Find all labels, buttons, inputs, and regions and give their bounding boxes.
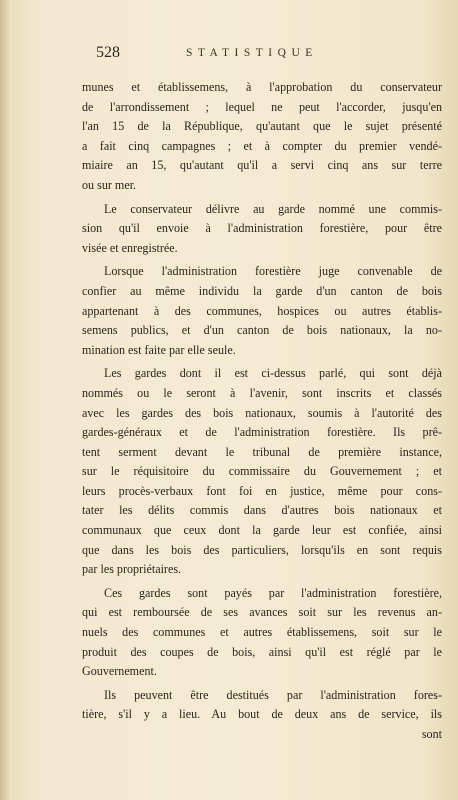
- text-line: de l'arrondissement ; lequel ne peut l'accorder, jusqu'en: [82, 99, 442, 114]
- text-line: tière, s'il y a lieu. Au bout de deux ans de service, ils: [82, 707, 442, 722]
- text-line: Gouvernement.: [82, 664, 157, 679]
- text-line: Lorsque l'administration forestière juge convenable de: [104, 264, 442, 279]
- text-body: [82, 78, 442, 749]
- text-line: appartenant à des communes, hospices ou autres établis-: [82, 303, 442, 318]
- text-line: communaux que ceux dont la garde leur est confiée, ainsi: [82, 523, 442, 538]
- paragraph: [82, 262, 442, 360]
- text-line: Le conservateur délivre au garde nommé une commis-: [104, 201, 442, 216]
- text-line: produit des coupes de bois, ainsi qu'il est réglé par le: [82, 644, 442, 659]
- text-line: semens publics, et d'un canton de bois nationaux, la no-: [82, 323, 442, 338]
- text-line: gardes-généraux et de l'administration forestière. Ils prê-: [82, 425, 442, 440]
- text-line: nommés ou le seront à l'avenir, sont inscrits et classés: [82, 385, 442, 400]
- text-line: nuels des communes et autres établissemens, soit sur le: [82, 625, 442, 640]
- paragraph: [82, 78, 442, 196]
- text-line: miaire an 15, qu'autant qu'il a servi cinq ans sur terre: [82, 158, 442, 173]
- paragraph: [82, 364, 442, 580]
- text-line: sur le réquisitoire du commissaire du Gouvernement ; et: [82, 464, 442, 479]
- text-line: Les gardes dont il est ci-dessus parlé, qui sont déjà: [104, 366, 442, 381]
- paragraph: [82, 200, 442, 259]
- text-line: tater les délits commis dans d'autres bois nationaux et: [82, 503, 442, 518]
- text-line: a fait cinq campagnes ; et à compter du premier vendé-: [82, 138, 442, 153]
- text-line: tent serment devant le tribunal de première instance,: [82, 444, 442, 459]
- text-line: munes et établissemens, à l'approbation du conservateur: [82, 80, 442, 94]
- running-title: STATISTIQUE: [186, 47, 318, 59]
- text-line: ou sur mer.: [82, 177, 137, 192]
- text-line: que dans les bois des particuliers, lorsqu'ils en sont requis: [82, 542, 442, 557]
- text-line: Ils peuvent être destitués par l'administration fores-: [104, 687, 442, 702]
- text-line: leurs procès-verbaux font foi en justice, même pour cons-: [82, 483, 442, 498]
- text-line: l'an 15 de la République, qu'autant que le sujet présenté: [82, 119, 442, 134]
- text-line: visée et enregistrée.: [82, 240, 178, 255]
- page-gutter-shadow: [0, 0, 10, 800]
- page-number: 528: [96, 44, 120, 61]
- text-line: mination est faite par elle seule.: [82, 342, 236, 357]
- paragraph: [82, 584, 442, 682]
- text-line: par les propriétaires.: [82, 562, 182, 577]
- text-line: avec les gardes des bois nationaux, soumis à l'autorité des: [82, 405, 442, 420]
- text-line: sion qu'il envoie à l'administration forestière, pour être: [82, 221, 442, 236]
- catchword: sont: [421, 727, 442, 741]
- text-line: Ces gardes sont payés par l'administration forestière,: [104, 585, 442, 600]
- text-line: confier au même individu la garde d'un canton de bois: [82, 283, 442, 298]
- text-line: qui est remboursée de ses avances soit sur les revenus an-: [82, 605, 442, 620]
- paragraph: [82, 686, 442, 745]
- page-header: [96, 44, 426, 64]
